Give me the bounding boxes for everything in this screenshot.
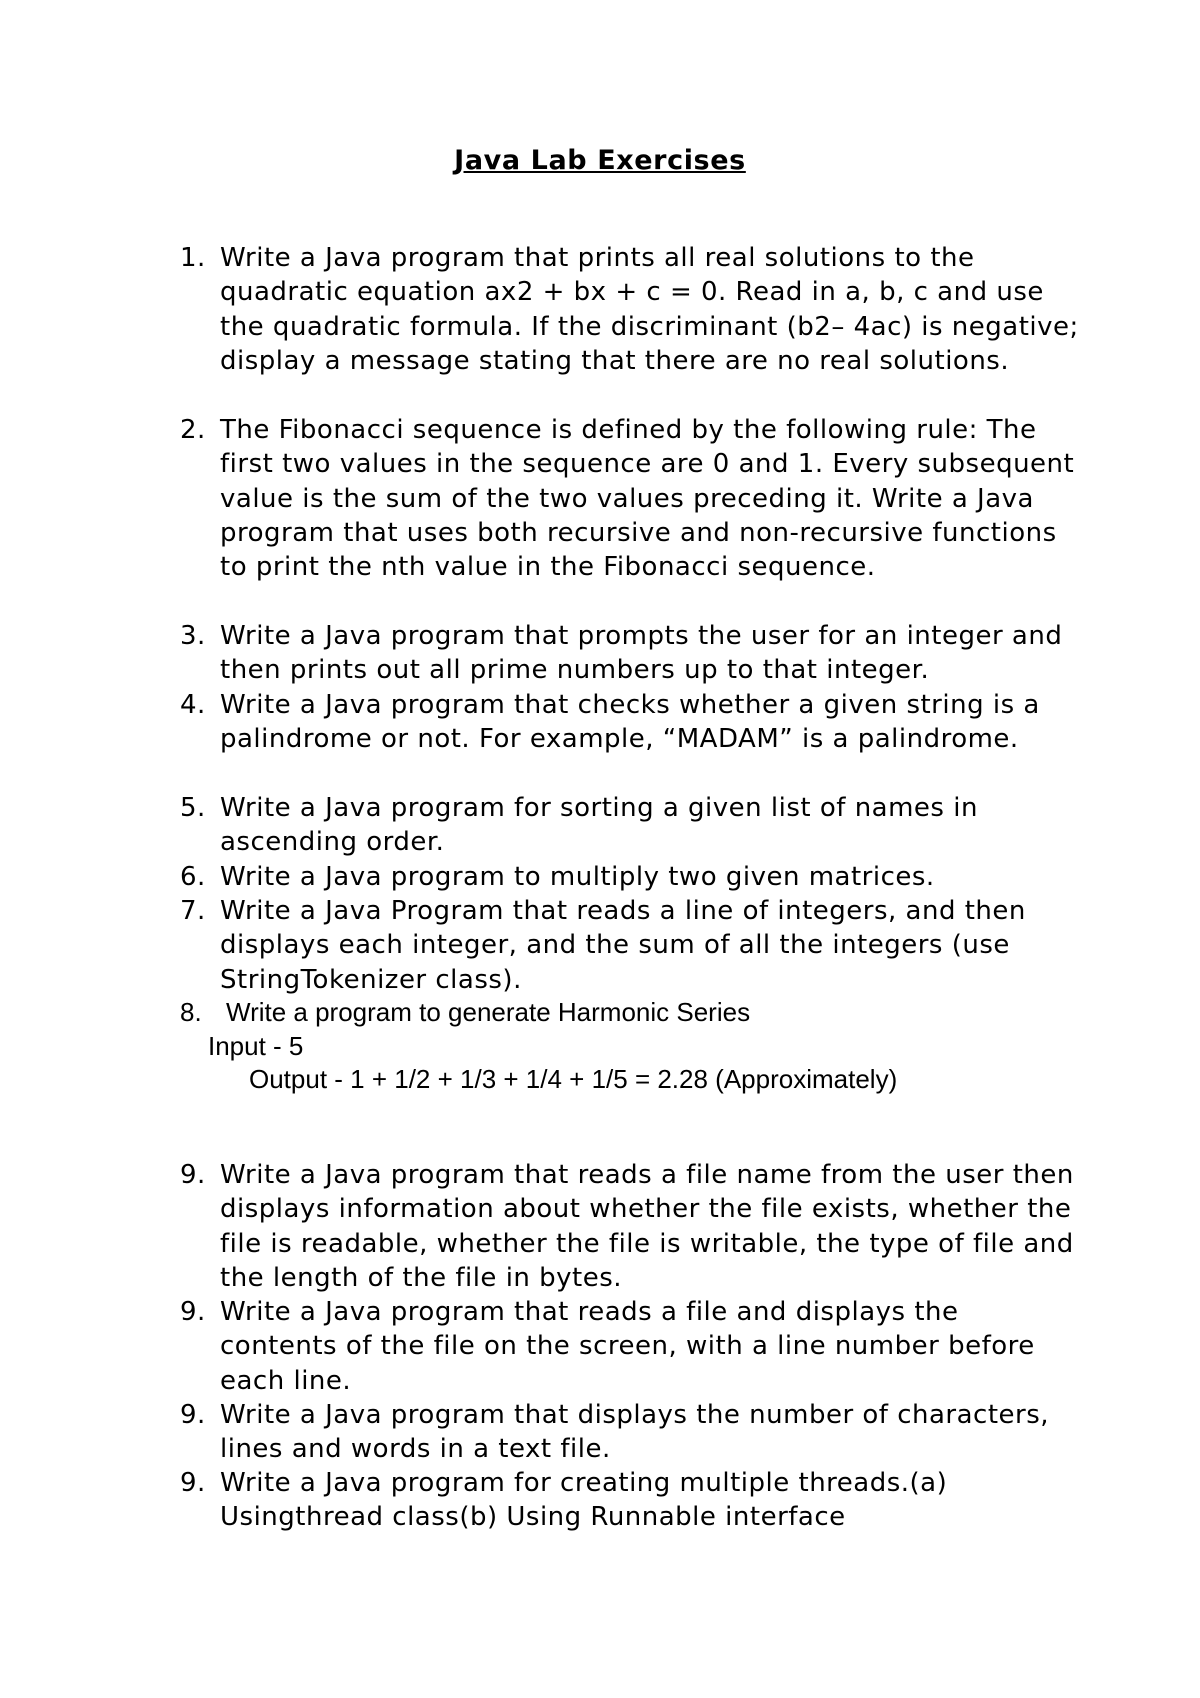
exercise-text: Write a Java program that displays the number of characters, lines and words in a text file. <box>220 1400 1050 1465</box>
exercise-item <box>180 413 1080 584</box>
exercise-number: 9. <box>180 1468 206 1498</box>
harmonic-output-example: Output - 1 + 1/2 + 1/3 + 1/4 + 1/5 = 2.28 (Approximately) <box>249 1064 898 1094</box>
exercise-item <box>180 688 1080 757</box>
exercise-item <box>180 894 1080 997</box>
exercise-number: 9. <box>180 1160 206 1190</box>
exercise-text: Write a program to generate Harmonic Series <box>226 997 751 1027</box>
exercise-number: 7. <box>180 896 206 926</box>
exercise-number: 9. <box>180 1400 206 1430</box>
exercise-item <box>180 1295 1080 1398</box>
exercise-number: 5. <box>180 793 206 823</box>
exercise-item <box>180 1466 1080 1535</box>
exercise-number: 4. <box>180 690 206 720</box>
exercise-item <box>180 860 1080 894</box>
exercise-text: The Fibonacci sequence is defined by the following rule: The first two values in the sequence are 0 and 1. Every subsequent value is the sum of the two values preceding it. Write a Java program that uses both recursive and non-recursive functions to print the nth value in the Fibonacci sequence. <box>220 415 1075 583</box>
exercise-text: Write a Java program to multiply two given matrices. <box>220 862 935 892</box>
exercise-number: 6. <box>180 862 206 892</box>
exercise-text: Write a Java program that prompts the user for an integer and then prints out all prime numbers up to that integer. <box>220 621 1063 686</box>
exercise-text: Write a Java program for sorting a given list of names in ascending order. <box>220 793 978 858</box>
exercise-item <box>180 1398 1080 1467</box>
exercise-text: Write a Java program for creating multiple threads.(a) Usingthread class(b) Using Runnable interface <box>220 1468 948 1533</box>
exercise-item <box>180 1158 1080 1295</box>
exercise-number: 2. <box>180 415 206 445</box>
exercise-text: Write a Java program that checks whether a given string is a palindrome or not. For example, “MADAM” is a palindrome. <box>220 690 1040 755</box>
exercise-text: Write a Java Program that reads a line of integers, and then displays each integer, and the sum of all the integers (use StringTokenizer class). <box>220 896 1026 995</box>
exercise-text: Write a Java program that reads a file and displays the contents of the file on the screen, with a line number before each line. <box>220 1297 1035 1396</box>
exercise-text: Write a Java program that reads a file name from the user then displays information about whether the file exists, whether the file is readable, whether the file is writable, the type of file and the length of the file in bytes. <box>220 1160 1074 1293</box>
exercise-item <box>180 791 1080 860</box>
exercise-number: 3. <box>180 621 206 651</box>
exercise-item <box>180 996 1080 1029</box>
exercise-item <box>180 241 1080 378</box>
exercise-text: Write a Java program that prints all real solutions to the quadratic equation ax2 + bx + c = 0. Read in a, b, c and use the quadratic formula. If the discriminant (b2– 4ac) is negative; display a message stating that there are no real solutions. <box>220 243 1079 376</box>
document-title: Java Lab Exercises <box>454 145 746 176</box>
exercise-number: 1. <box>180 243 206 273</box>
exercise-number: 9. <box>180 1297 206 1327</box>
exercise-number: 8. <box>180 997 202 1027</box>
exercise-item <box>180 619 1080 688</box>
harmonic-input-example: Input - 5 <box>208 1031 304 1061</box>
